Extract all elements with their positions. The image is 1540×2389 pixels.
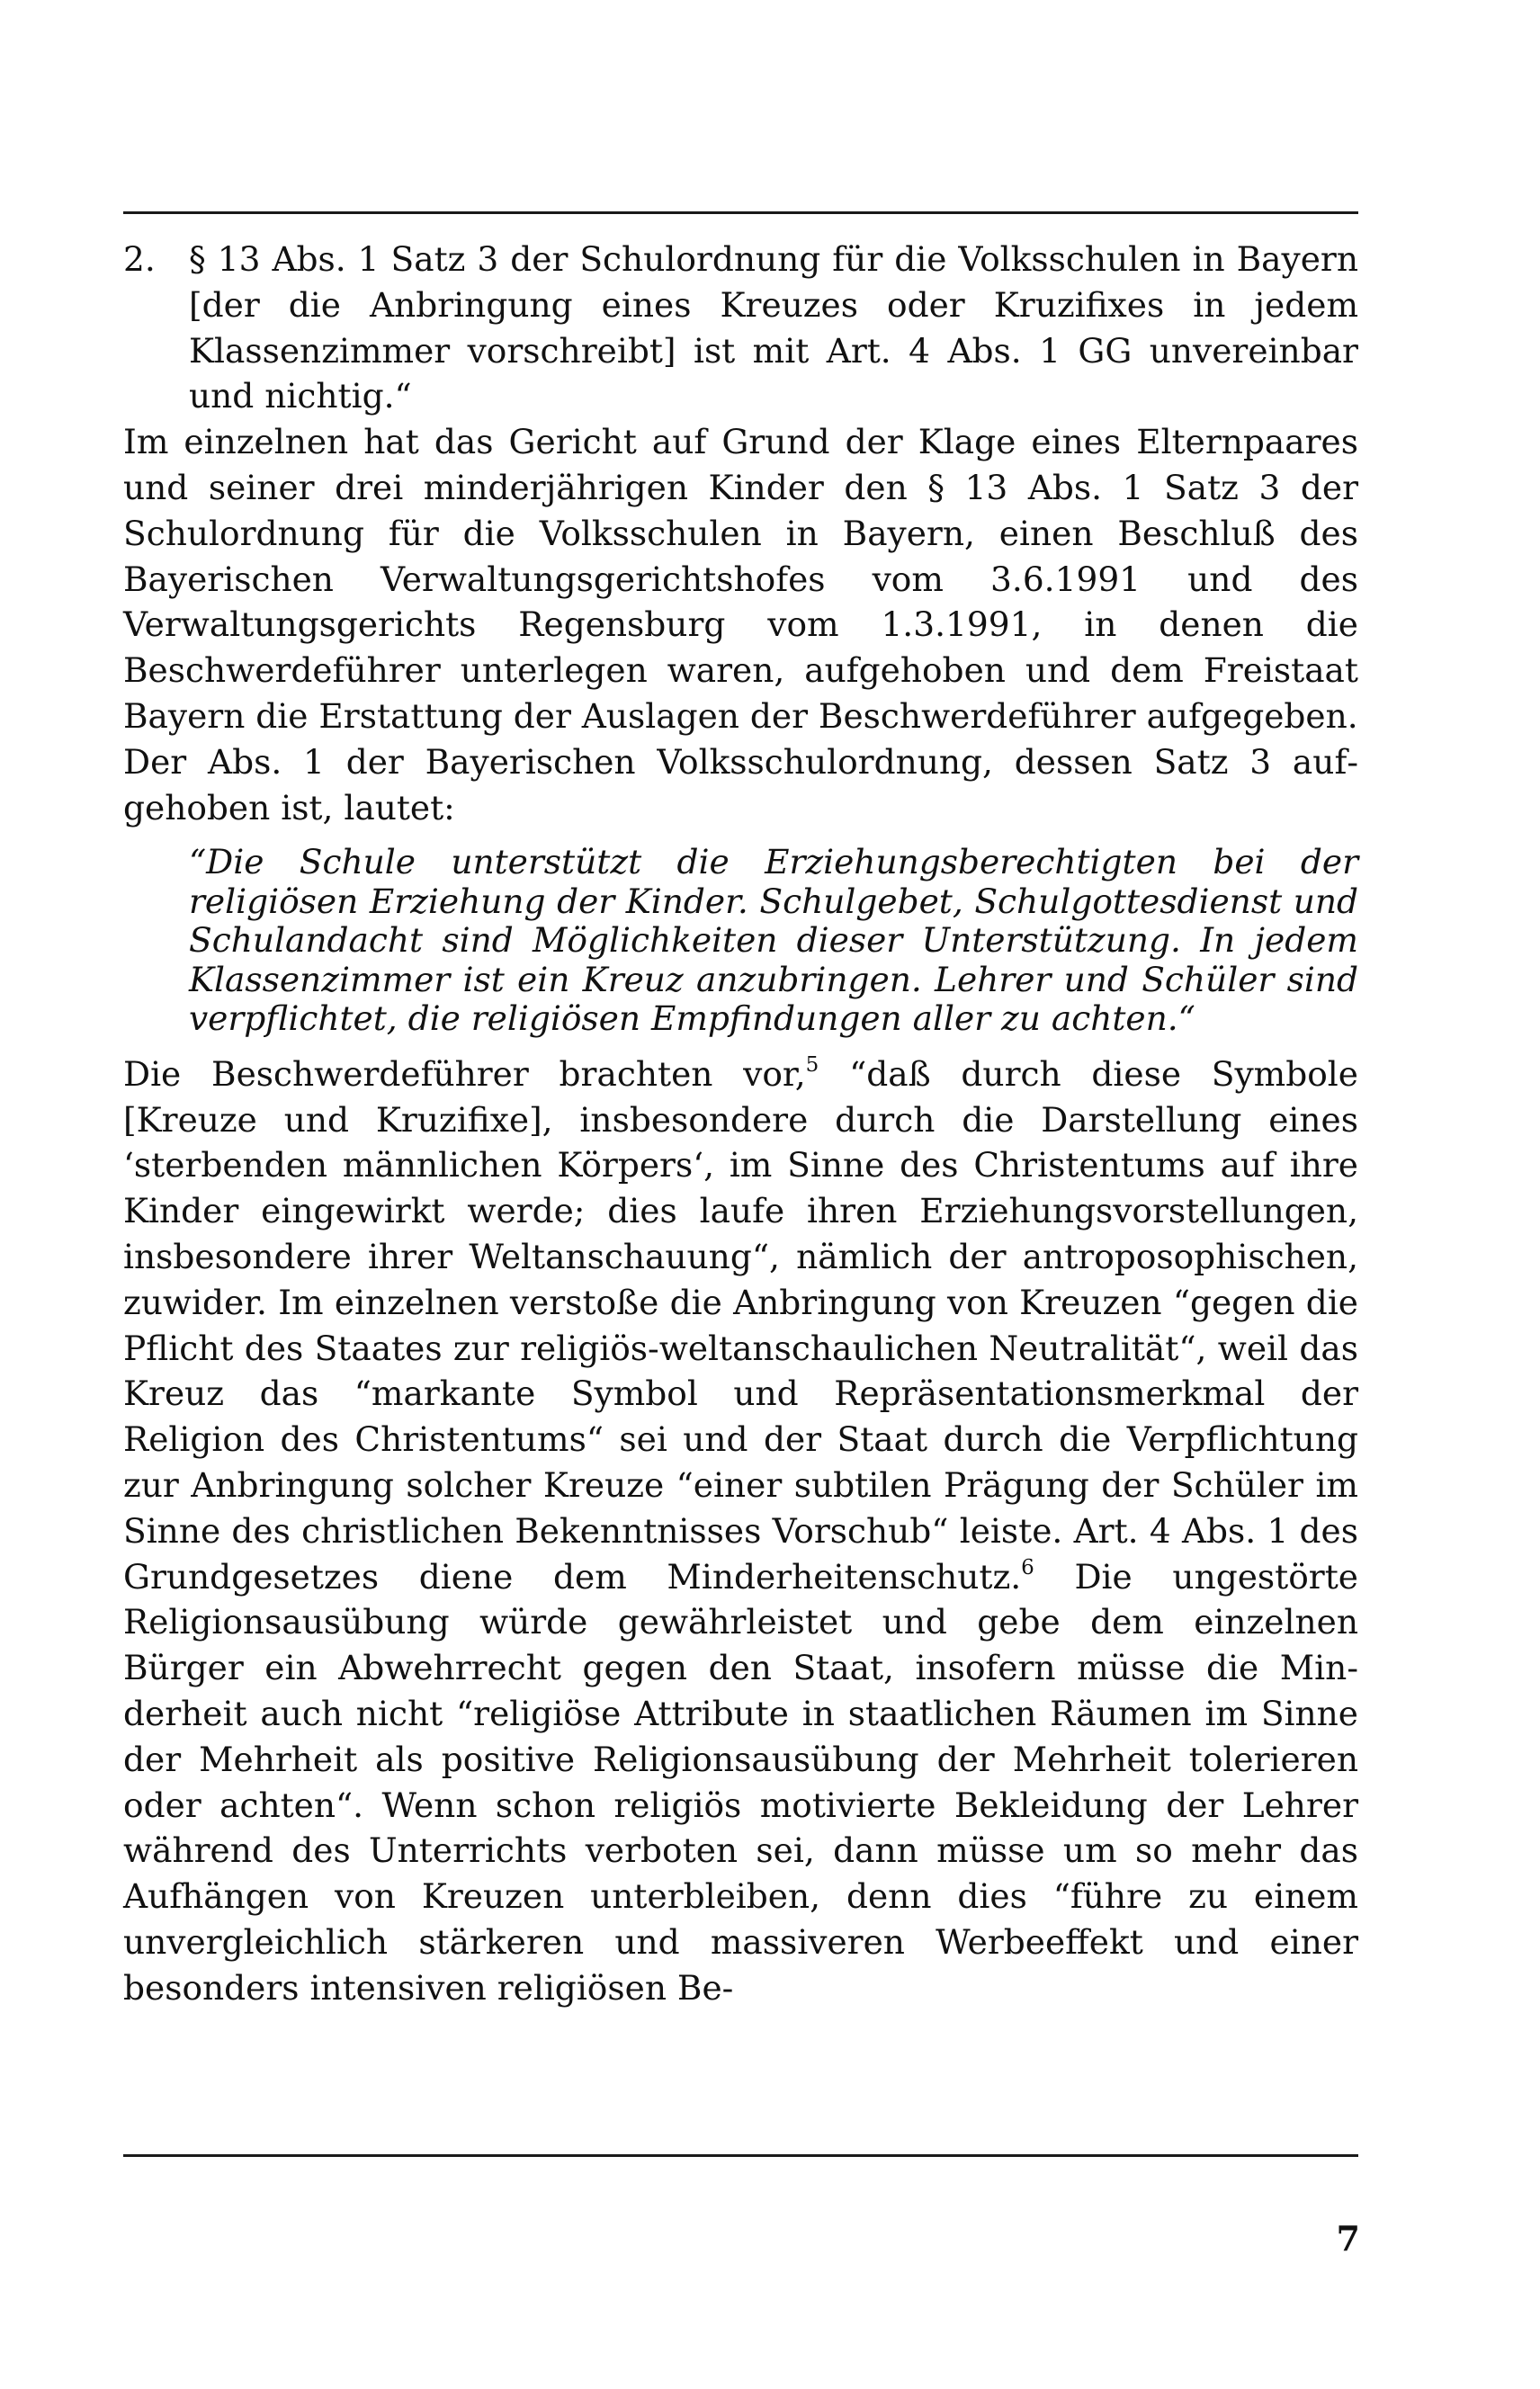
list-item-2 — [123, 237, 1358, 419]
paragraph: Der Abs. 1 der Bayerischen Volksschulordnung, dessen Satz 3 aufgehoben ist, lautet: — [123, 741, 1358, 828]
block-quote: “Die Schule unterstützt die Erziehungsberechtigten bei der religiösen Erziehung der Kinder. Schulgebet, Schulgottesdienst und Schulandacht sind Möglichkeiten dieser Unterstützung. In jedem Klassenzimmer ist ein Kreuz anzubringen. Lehrer und Schüler sind verpflichtet, die religiösen Empfindungen aller zu achten.“ — [189, 842, 1358, 1039]
bottom-rule — [123, 2154, 1358, 2157]
footnote-marker-6: 6 — [1021, 1555, 1034, 1579]
list-item-text: § 13 Abs. 1 Satz 3 der Schulordnung für die Volksschulen in Bayern [der die Anbringung eines Kreuzes oder Kruzifixes in jedem Klassenzimmer vorschreibt] ist mit Art. 4 Abs. 1 GG unvereinbar und nichtig.“ — [189, 239, 1358, 416]
paragraph-text: “daß durch diese Symbole [Kreuze und Kruzifixe], insbesondere durch die Darstellung eines ‘sterbenden männlichen Körpers‘, im Sinne des Christentums auf ihre Kinder eingewirkt werde; dies laufe ihren Erziehungsvorstellungen, insbesondere ihrer Weltanschauung“, nämlich der antroposophischen, zuwider. Im einzelnen verstoße die Anbringung von Kreuzen “gegen die Pflicht des Staates zur religiös-weltanschaulichen Neutralität“, weil das Kreuz das “markante Symbol und Repräsentationsmerkmal der Religion des Christentums“ sei und der Staat durch die Verpflichtung zur Anbringung solcher Kreuze “einer subtilen Prägung der Schüler im Sinne des christlichen Bekenntnisses Vorschub“ leiste. Art. 4 Abs. 1 des Grundgesetzes diene dem Minderheitenschutz. — [123, 1053, 1358, 1597]
footnote-marker-5: 5 — [805, 1052, 819, 1077]
page-number: 7 — [1336, 2218, 1360, 2259]
paragraph — [123, 1051, 1358, 2011]
top-rule — [123, 211, 1358, 214]
paragraph-text: Die Beschwerdeführer brachten vor, — [123, 1053, 806, 1094]
paragraph: Im einzelnen hat das Gericht auf Grund der Klage eines Elternpaares und seiner drei minderjährigen Kinder den § 13 Abs. 1 Satz 3 der Schulordnung für die Volksschulen in Bayern, einen Beschluß des Bayerischen Verwaltungsgerichtshofes vom 3.6.1991 und des Verwaltungsgerichts Regensburg vom 1.3.1991, in denen die Beschwerdeführer unterlegen waren, aufgehoben und dem Freistaat Bayern die Erstattung der Auslagen der Beschwerdeführer aufgegeben. — [123, 422, 1358, 736]
paragraph-text: Die ungestörte Religionsausübung würde gewährleistet und gebe dem einzelnen Bürger ein Abwehrrecht gegen den Staat, insofern müsse die Minderheit auch nicht “religiöse Attribute in staatlichen Räumen im Sinne der Mehrheit als positive Religionsausübung der Mehrheit tolerieren oder achten“. Wenn schon religiös motivierte Bekleidung der Lehrer während des Unterrichts verboten sei, dann müsse um so mehr das Aufhängen von Kreuzen unterbleiben, denn dies “führe zu einem unvergleichlich stärkeren und massiveren Werbeeffekt und einer besonders intensiven religiösen Be- — [123, 1556, 1358, 2008]
list-item-number: 2. — [123, 239, 156, 279]
body-text — [123, 237, 1358, 2011]
